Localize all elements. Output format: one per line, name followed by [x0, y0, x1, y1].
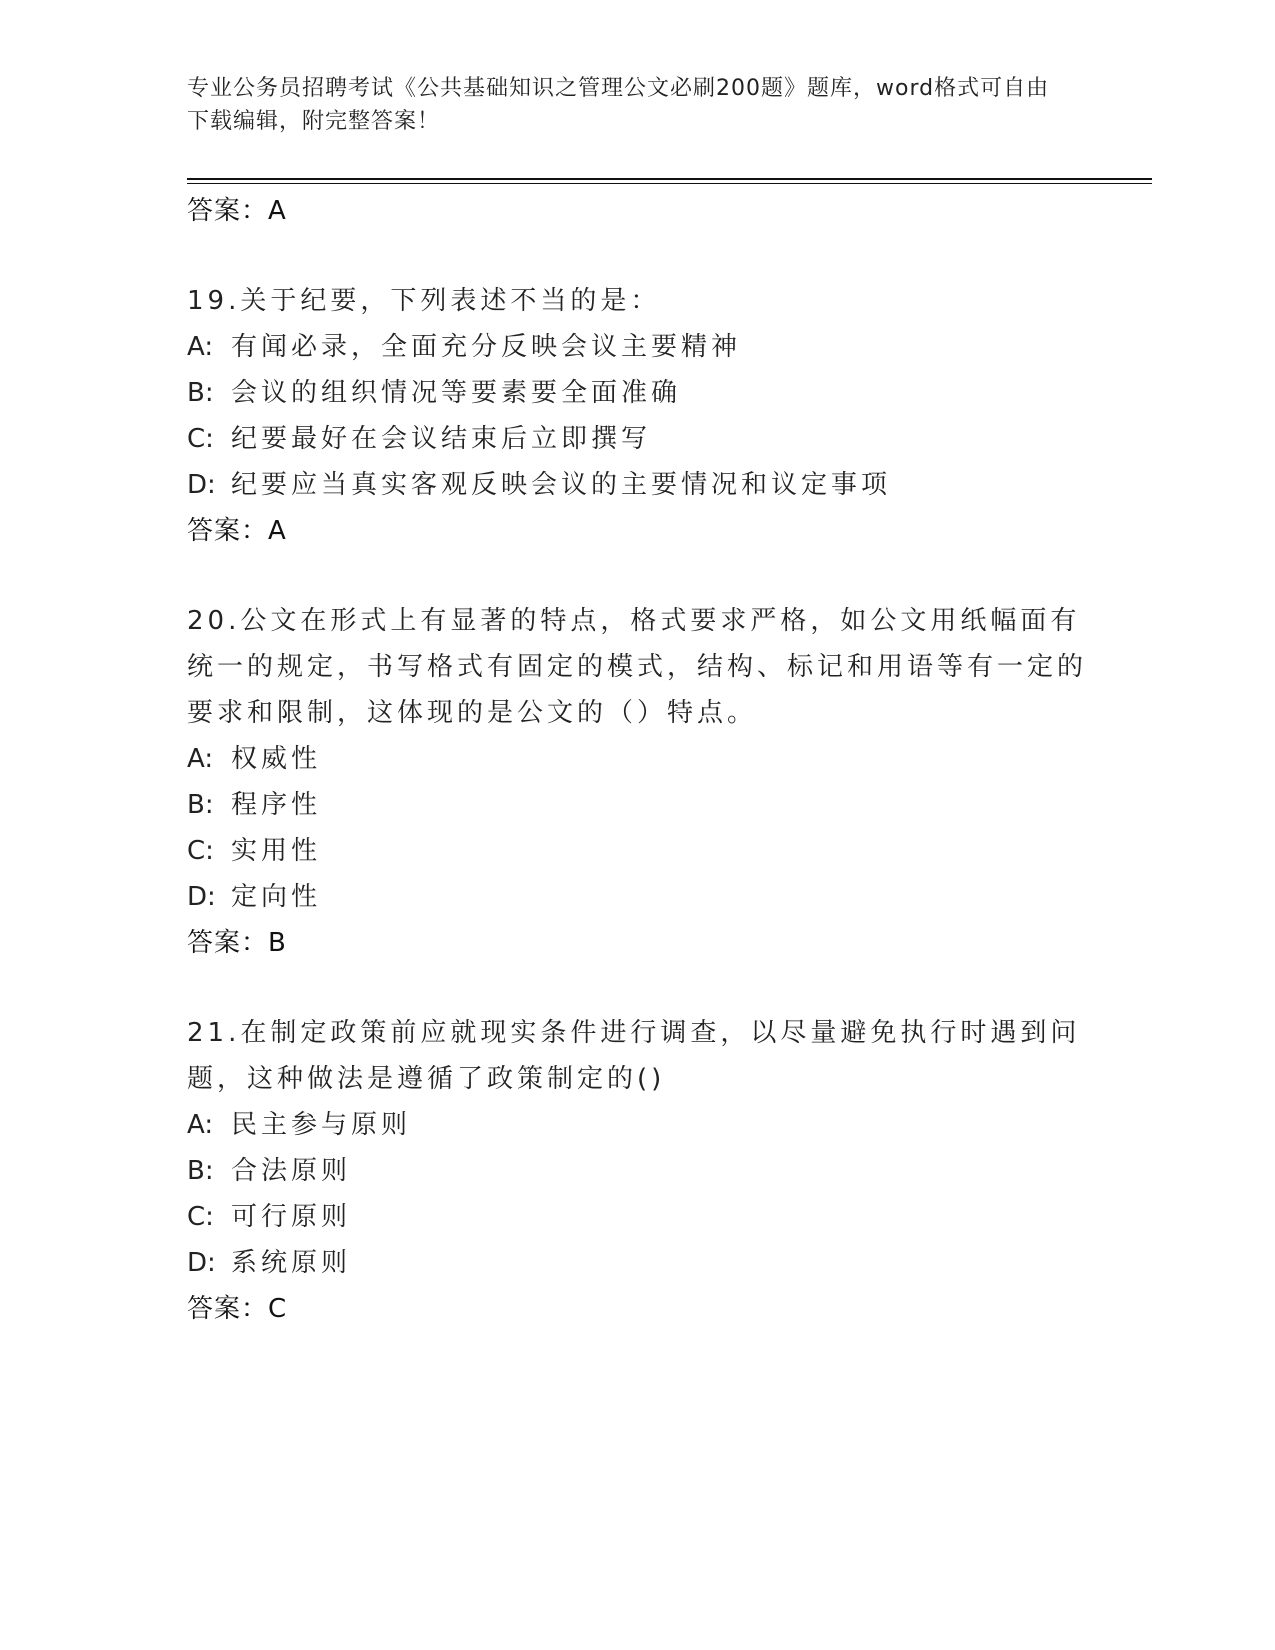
option-letter: A:: [187, 332, 214, 362]
option-b: [187, 782, 1087, 828]
answer-line: 答案：A: [187, 516, 287, 546]
option-text: 纪要应当真实客观反映会议的主要情况和议定事项: [231, 470, 892, 500]
question-stem: 19.关于纪要，下列表述不当的是：: [187, 286, 661, 316]
answer-line: 答案：C: [187, 1294, 288, 1324]
option-letter: C:: [187, 424, 214, 454]
option-d: [187, 874, 1087, 920]
page-header-text: 专业公务员招聘考试《公共基础知识之管理公文必刷200题》题库，word格式可自由下载编辑，附完整答案！: [187, 76, 1050, 134]
option-letter: D:: [187, 882, 216, 912]
option-letter: C:: [187, 836, 214, 866]
option-a: [187, 324, 1087, 370]
option-letter: A:: [187, 744, 214, 774]
question-stem: 21.在制定政策前应就现实条件进行调查，以尽量避免执行时遇到问题，这种做法是遵循了政策制定的(): [187, 1018, 1081, 1094]
answer-line: 答案：A: [187, 196, 287, 226]
option-letter: C:: [187, 1202, 214, 1232]
option-b: [187, 1148, 1087, 1194]
option-d: [187, 462, 1087, 508]
option-letter: D:: [187, 470, 216, 500]
option-b: [187, 370, 1087, 416]
option-text: 定向性: [231, 882, 322, 912]
option-text: 权威性: [231, 744, 322, 774]
option-text: 实用性: [231, 836, 322, 866]
option-text: 合法原则: [231, 1156, 352, 1186]
question-stem: 20.公文在形式上有显著的特点，格式要求严格，如公文用纸幅面有统一的规定，书写格式有固定的模式，结构、标记和用语等有一定的要求和限制，这体现的是公文的（）特点。: [187, 606, 1088, 728]
option-a: [187, 736, 1087, 782]
option-letter: B:: [187, 378, 214, 408]
header-divider: [187, 178, 1152, 184]
option-letter: A:: [187, 1110, 214, 1140]
option-a: [187, 1102, 1087, 1148]
question-20: [187, 598, 1087, 966]
option-c: [187, 416, 1087, 462]
option-text: 民主参与原则: [231, 1110, 412, 1140]
option-text: 会议的组织情况等要素要全面准确: [231, 378, 682, 408]
question-19: [187, 278, 1087, 554]
option-text: 可行原则: [231, 1202, 352, 1232]
option-c: [187, 1194, 1087, 1240]
option-text: 程序性: [231, 790, 322, 820]
option-letter: D:: [187, 1248, 216, 1278]
answer-line: 答案：B: [187, 928, 287, 958]
option-text: 纪要最好在会议结束后立即撰写: [231, 424, 652, 454]
option-text: 系统原则: [231, 1248, 352, 1278]
option-d: [187, 1240, 1087, 1286]
question-21: [187, 1010, 1087, 1332]
option-c: [187, 828, 1087, 874]
option-letter: B:: [187, 1156, 214, 1186]
option-letter: B:: [187, 790, 214, 820]
question-content: [187, 188, 1087, 1376]
option-text: 有闻必录，全面充分反映会议主要精神: [231, 332, 742, 362]
